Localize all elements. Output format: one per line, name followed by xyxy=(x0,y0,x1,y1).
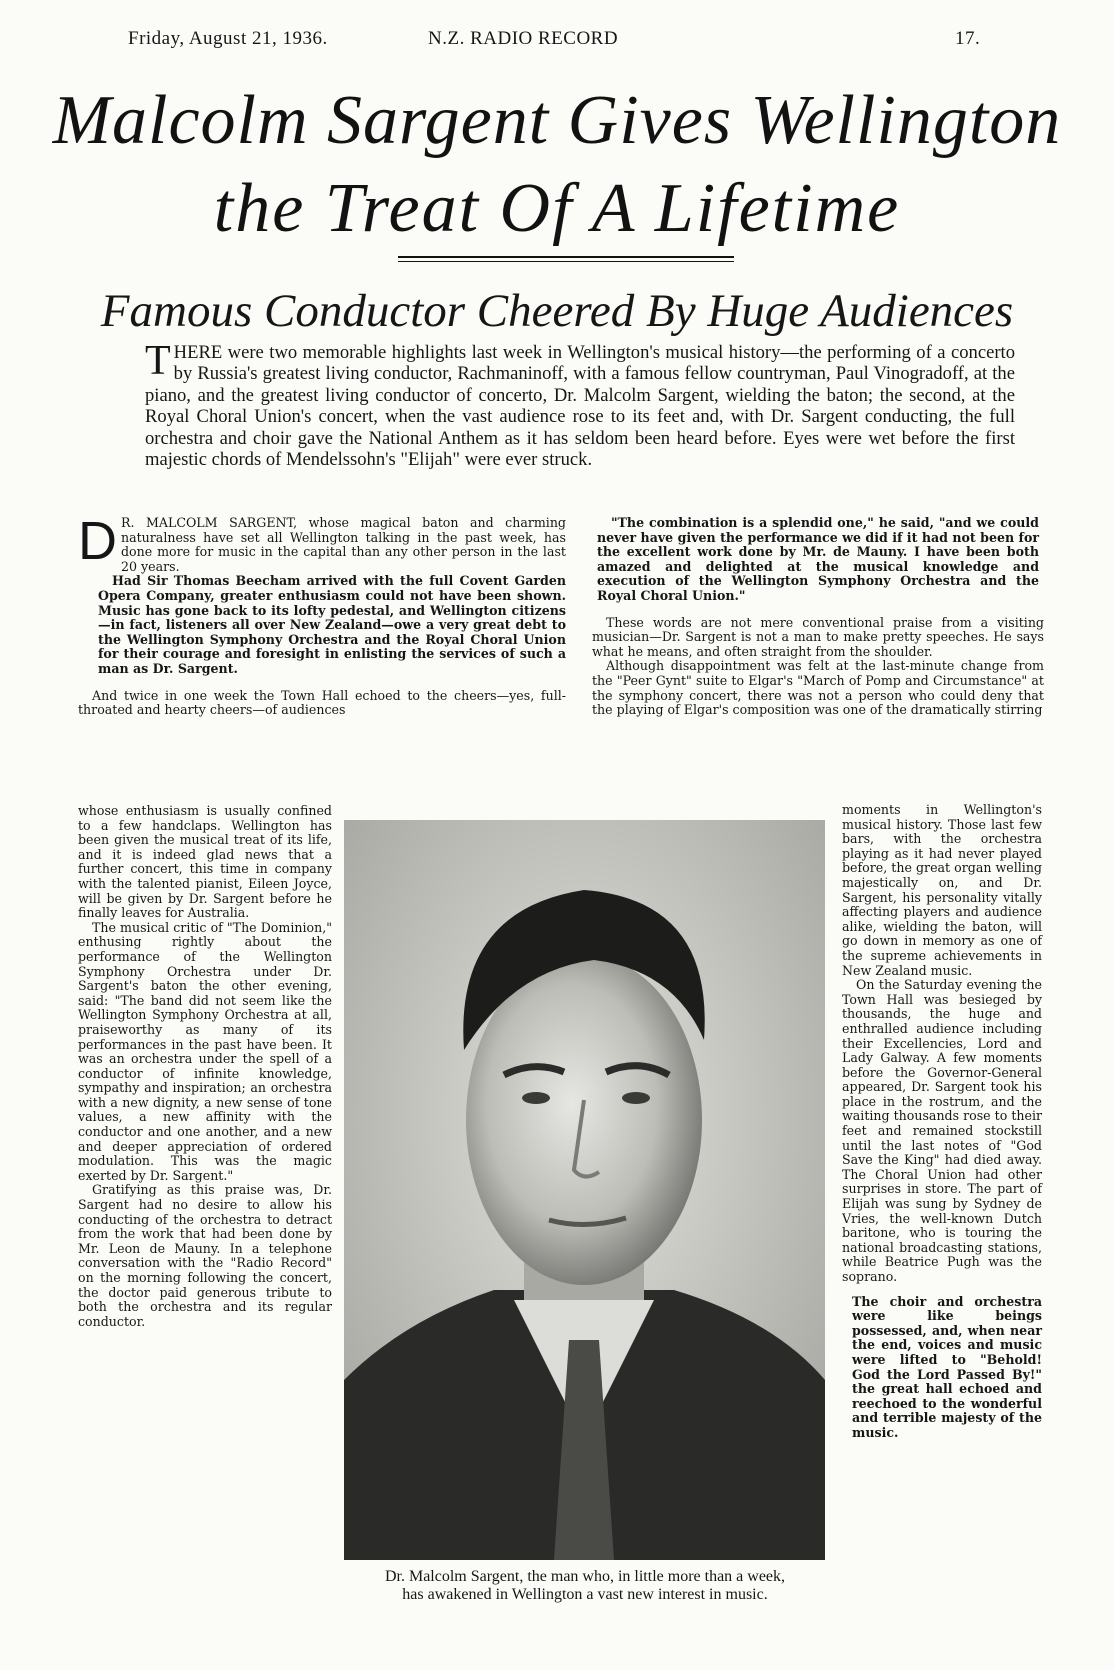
caption-line-2: has awakened in Wellington a vast new interest in music. xyxy=(402,1586,768,1603)
left-drop-cap: D xyxy=(78,511,117,571)
headline-line-2: the Treat Of A Lifetime xyxy=(213,170,901,247)
intro-drop-cap: T xyxy=(145,338,171,384)
right-paragraph-2: These words are not mere conventional praise from a visiting musician—Dr. Sargent is not a man to make pretty speeches. He says what he means, and often straight from the shoulder. xyxy=(592,614,1044,659)
left-column-narrow xyxy=(78,804,332,1329)
publication-name: N.Z. RADIO RECORD xyxy=(428,28,619,49)
left-paragraph-1: R. MALCOLM SARGENT, whose magical baton and charming naturalness have set all Wellington talking in the past week, has done more for music in the capital than any other person in the last 20 years. xyxy=(121,515,566,574)
right-paragraph-5: The choir and orchestra were like beings possessed, and, when near the end, voices and music were lifted to "Behold! God the Lord Passed By!" the great hall echoed and reechoed to the wonderful and terrible majesty of the music. xyxy=(852,1293,1042,1440)
right-paragraph-1: "The combination is a splendid one," he said, "and we could never have given the performance we did if it had not been for the excellent work done by Mr. de Mauny. I have been both amazed and delighted at the musical knowledge and execution of the Wellington Symphony Orchestra and the Royal Choral Union." xyxy=(597,515,1039,603)
left-paragraph-5: Gratifying as this praise was, Dr. Sargent had no desire to allow his conducting of the orchestra to detract from the work that had been done by Mr. Leon de Mauny. In a telephone conversation with the "Radio Record" on the morning following the concert, the doctor paid generous tribute to both the orchestra and its regular conductor. xyxy=(78,1182,332,1329)
caption-line-1: Dr. Malcolm Sargent, the man who, in little more than a week, xyxy=(384,1568,786,1585)
right-paragraph-4: On the Saturday evening the Town Hall was besieged by thousands, the huge and enthralled audience including their Excellencies, Lord and Lady Galway. A few moments before the Governor-General appeared, Dr. Sargent took his place in the rostrum, and the waiting thousands rose to their feet and remained stockstill until the last notes of "God Save the King" had died away. The Choral Union had other surprises in store. The part of Elijah was sung by Sydney de Vries, the well-known Dutch baritone, who is touring the national broadcasting stations, while Beatrice Pugh was the soprano. xyxy=(842,977,1042,1284)
right-column-top xyxy=(592,516,1044,718)
left-column-top xyxy=(78,511,566,718)
headline-divider-thin xyxy=(398,261,734,262)
left-paragraph-3-cont: whose enthusiasm is usually confined to a few handclaps. Wellington has been given the musical treat of its life, and it is indeed glad news that a further concert, this time in company with the talented pianist, Eileen Joyce, will be given by Dr. Sargent before he finally leaves for Australia. xyxy=(78,803,332,921)
right-paragraph-3-cont: moments in Wellington's musical history. Those last few bars, with the orchestra playing as it had never played before, the great organ welling majestically on, and Dr. Sargent, his personality vitally affecting players and audience alike, wielding the baton, will go down in memory as one of the supreme achievements in New Zealand music. xyxy=(842,802,1042,978)
portrait-photo xyxy=(344,820,825,1560)
right-column-narrow xyxy=(842,803,1042,1441)
headline-line-1: Malcolm Sargent Gives Wellington xyxy=(52,82,1062,159)
headline-divider xyxy=(398,256,734,258)
intro-paragraph xyxy=(145,338,1015,471)
issue-date: Friday, August 21, 1936. xyxy=(128,28,328,49)
portrait-illustration xyxy=(344,820,825,1560)
intro-text: HERE were two memorable highlights last week in Wellington's musical history—the performing of a concerto by Russia's greatest living conductor, Rachmaninoff, with a famous fellow countryman, Paul Vinogradoff, at the piano, and the greatest living conductor of concerto, Dr. Malcolm Sargent, wielding the baton; the second, at the Royal Choral Union's concert, when the vast audience rose to its feet and, with Dr. Sargent conducting, the full orchestra and choir gave the National Anthem as it has seldom been heard before. Eyes were wet before the first majestic chords of Mendelssohn's "Elijah" were ever struck. xyxy=(145,342,1015,471)
right-paragraph-3: Although disappointment was felt at the last-minute change from the "Peer Gynt" suite to Elgar's "March of Pomp and Circumstance" at the symphony concert, there was not a person who could deny that the playing of Elgar's composition was one of the dramatically stirring xyxy=(592,658,1044,718)
left-paragraph-4: The musical critic of "The Dominion," enthusing rightly about the performance of the Wellington Symphony Orchestra under Dr. Sargent's baton the other evening, said: "The band did not seem like the Wellington Symphony Orchestra at all, praiseworthy as many of its performances in the past have been. It was an orchestra under the spell of a conductor of infinite knowledge, sympathy and inspiration; an orchestra with a new dignity, a new sense of tone values, a new affinity with the conductor and one another, and a new and deeper appreciation of ordered modulation. This was the magic exerted by Dr. Sargent." xyxy=(78,919,332,1183)
left-paragraph-2: Had Sir Thomas Beecham arrived with the full Covent Garden Opera Company, greater enthusiasm could not have been shown. Music has gone back to its lofty pedestal, and Wellington citizens—in fact, listeners all over New Zealand—owe a very great debt to the Wellington Symphony Orchestra and the Royal Choral Union for their courage and foresight in enlisting the services of such a man as Dr. Sargent. xyxy=(98,573,566,676)
photo-caption xyxy=(340,1568,830,1604)
left-paragraph-3: And twice in one week the Town Hall echoed to the cheers—yes, full-throated and hearty cheers—of audiences xyxy=(78,687,566,718)
page-number: 17. xyxy=(955,28,981,49)
subheadline: Famous Conductor Cheered By Huge Audiences xyxy=(100,285,1014,337)
